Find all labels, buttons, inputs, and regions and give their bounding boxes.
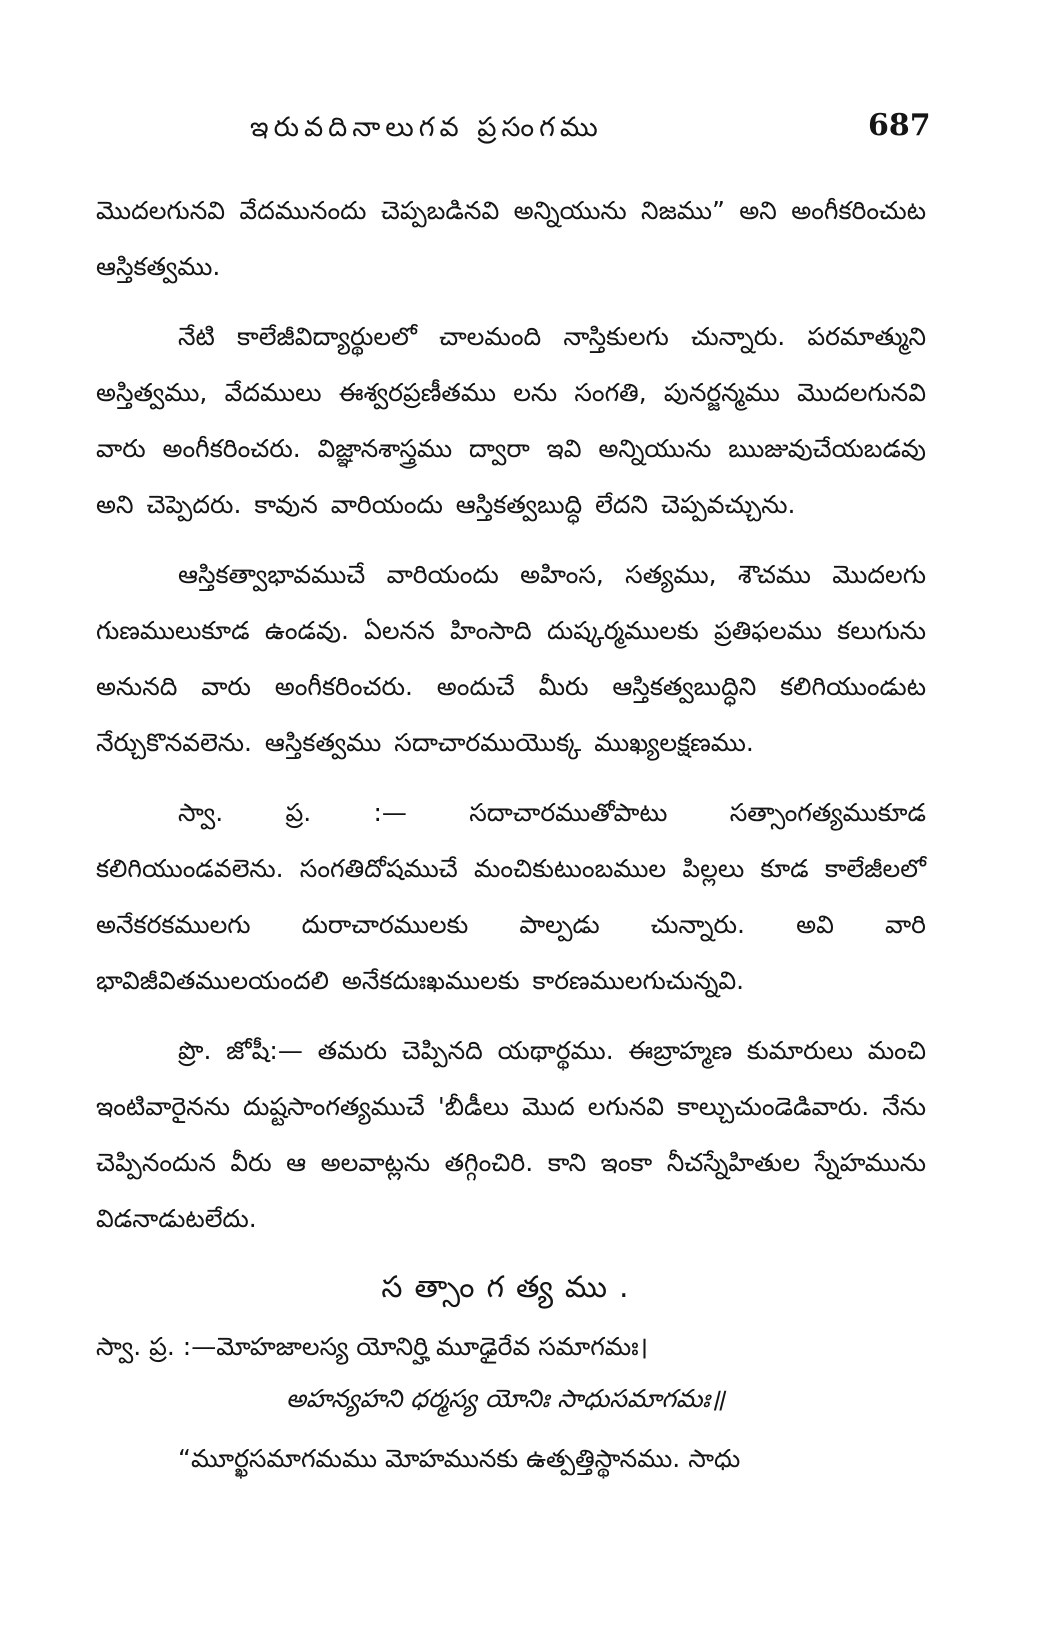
page-number: 687	[868, 108, 931, 143]
paragraph-swami-satsang: స్వా. ప్ర. :— సదాచారముతోపాటు సత్సాంగత్యముకూడ కలిగియుండవలెను. సంగతిదోషముచే మంచికుటుంబముల పిల్లలు కూడ కాలేజీలలో అనేకరకములగు దురాచారములకు పాల్పడు చున్నారు. అవి వారి భావిజీవితములయందలి అనేకదుఃఖములకు కారణములగుచున్నవి.	[96, 798, 926, 995]
running-title: ఇరువదినాలుగవ ప్రసంగము	[250, 112, 603, 143]
page-body	[96, 183, 926, 1487]
verse-line-2: అహన్యహని ధర్మస్య యోనిః సాధుసమాగమః॥	[286, 1384, 725, 1413]
paragraph-prof-joshi: ప్రొ. జోషీ:— తమరు చెప్పినది యథార్థము. ఈబ్రాహ్మణ కుమారులు మంచి ఇంటివారైనను దుష్టసాంగత్యముచే 'బీడీలు మొద లగునవి కాల్చుచుండెడివారు. నేను చెప్పినందున వీరు ఆ అలవాట్లను తగ్గించిరి. కాని ఇంకా నీచస్నేహితుల స్నేహమును విడనాడుటలేదు.	[96, 1036, 926, 1233]
paragraph-college-students: నేటి కాలేజీవిద్యార్థులలో చాలమంది నాస్తికులగు చున్నారు. పరమాత్ముని అస్తిత్వము, వేదములు ఈశ్వరప్రణీతము లను సంగతి, పునర్జన్మము మొదలగునవి వారు అంగీకరించరు. విజ్ఞానశాస్త్రము ద్వారా ఇవి అన్నియును ఋజువుచేయబడవు అని చెప్పెదరు. కావున వారియందు ఆస్తికత్వబుద్ధి లేదని చెప్పవచ్చును.	[96, 322, 926, 519]
paragraph-verse-meaning: “మూర్ఖసమాగమము మోహమునకు ఉత్పత్తిస్థానము. సాధు	[178, 1444, 741, 1473]
verse-line-1: స్వా. ప్ర. :—మోహజాలస్య యోనిర్హి మూఢైరేవ సమాగమః।	[96, 1332, 649, 1361]
section-heading: సత్సాంగత్యము.	[381, 1270, 641, 1305]
paragraph-continuation: మొదలగునవి వేదమునందు చెప్పబడినవి అన్నియును నిజము” అని అంగీకరించుట ఆస్తికత్వము.	[96, 196, 926, 281]
paragraph-astikatva: ఆస్తికత్వాభావముచే వారియందు అహింస, సత్యము, శౌచము మొదలగు గుణములుకూడ ఉండవు. ఏలనన హింసాది దుష్కర్మములకు ప్రతిఫలము కలుగును అనునది వారు అంగీకరించరు. అందుచే మీరు ఆస్తికత్వబుద్ధిని కలిగియుండుట నేర్చుకొనవలెను. ఆస్తికత్వము సదాచారముయొక్క ముఖ్యలక్షణము.	[96, 560, 926, 757]
page-header	[0, 108, 1038, 148]
